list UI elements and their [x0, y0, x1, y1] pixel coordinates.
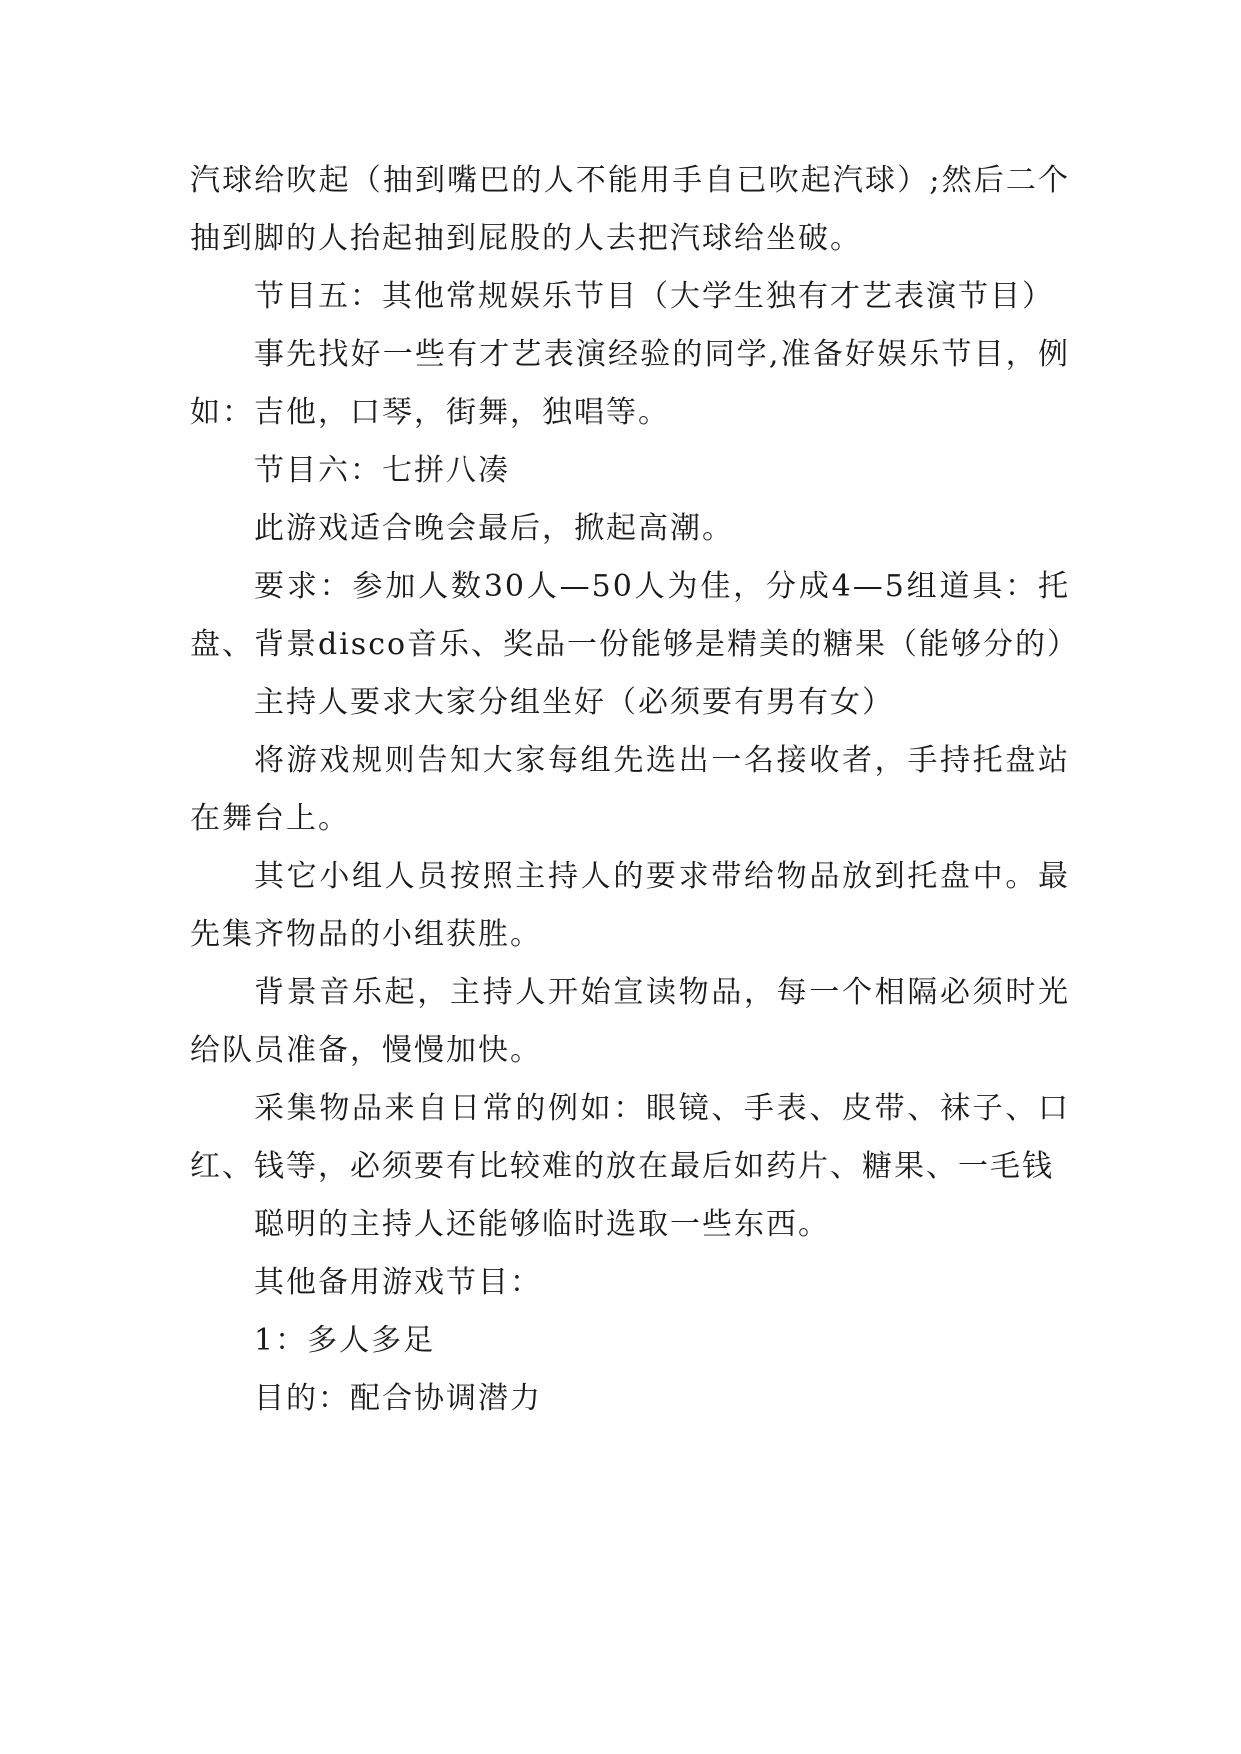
paragraph-backup-games-heading: 其他备用游戏节目：: [254, 1265, 542, 1300]
paragraph-program-six-heading: 节目六：七拼八凑: [254, 453, 510, 488]
paragraph-talent-prep: 事先找好一些有才艺表演经验的同学,准备好娱乐节目，例如：吉他，口琴，街舞，独唱等。: [190, 337, 1070, 430]
paragraph-music-start: 背景音乐起，主持人开始宣读物品，每一个相隔必须时光给队员准备，慢慢加快。: [190, 975, 1070, 1068]
paragraph-rules: 将游戏规则告知大家每组先选出一名接收者，手持托盘站在舞台上。: [190, 743, 1070, 836]
paragraph-collect-items: 其它小组人员按照主持人的要求带给物品放到托盘中。最先集齐物品的小组获胜。: [190, 859, 1070, 952]
paragraph-game-one-goal: 目的：配合协调潜力: [254, 1381, 542, 1416]
paragraph-game-purpose: 此游戏适合晚会最后，掀起高潮。: [254, 511, 734, 546]
paragraph-game-one-title: 1：多人多足: [254, 1323, 436, 1358]
paragraph-host-improvise: 聪明的主持人还能够临时选取一些东西。: [254, 1207, 830, 1242]
paragraph-item-examples: 采集物品来自日常的例如：眼镜、手表、皮带、袜子、口红、钱等，必须要有比较难的放在最后如药片、糖果、一毛钱: [190, 1091, 1070, 1184]
paragraph-grouping: 主持人要求大家分组坐好（必须要有男有女）: [254, 685, 894, 720]
paragraph-balloon-continuation: 汽球给吹起（抽到嘴巴的人不能用手自已吹起汽球）;然后二个抽到脚的人抬起抽到屁股的人去把汽球给坐破。: [190, 163, 1070, 256]
paragraph-requirements: 要求：参加人数30人—50人为佳，分成4—5组道具：托盘、背景disco音乐、奖品一份能够是精美的糖果（能够分的）: [190, 569, 1080, 662]
document-body: [190, 152, 1080, 1428]
paragraph-program-five-heading: 节目五：其他常规娱乐节目（大学生独有才艺表演节目）: [254, 279, 1054, 314]
